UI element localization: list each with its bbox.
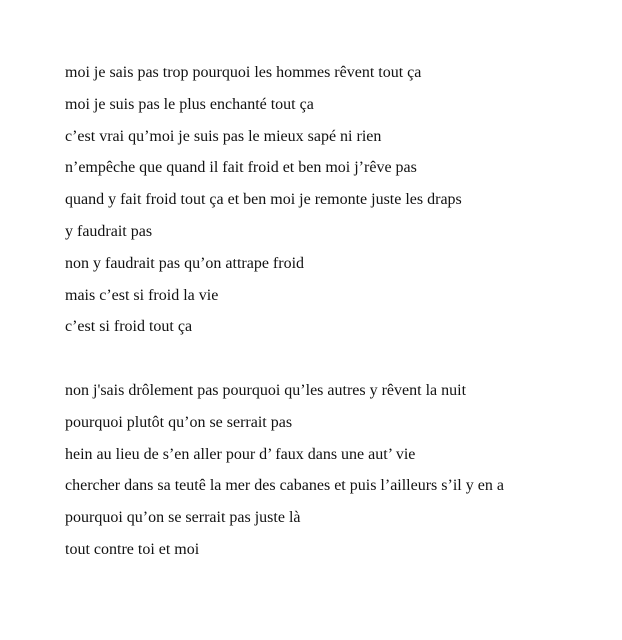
stanza-1 (65, 57, 462, 343)
poem-line: hein au lieu de s’en aller pour d’ faux dans une aut’ vie (65, 445, 416, 463)
poem-line: y faudrait pas (65, 222, 153, 240)
poem-line: tout contre toi et moi (65, 540, 200, 558)
poem-line: mais c’est si froid la vie (65, 286, 219, 304)
poem-line: quand y fait froid tout ça et ben moi je remonte juste les draps (65, 191, 462, 209)
poem-line: c’est si froid tout ça (65, 318, 193, 336)
poem-line: pourquoi plutôt qu’on se serrait pas (65, 413, 293, 431)
poem-line: c’est vrai qu’moi je suis pas le mieux sapé ni rien (65, 127, 382, 145)
poem-line: n’empêche que quand il fait froid et ben moi j’rêve pas (65, 159, 417, 177)
poem-line: moi je suis pas le plus enchanté tout ça (65, 95, 314, 113)
poem-line: chercher dans sa teutê la mer des cabanes et puis l’ailleurs s’il y en a (65, 477, 504, 495)
stanza-2 (65, 375, 504, 566)
poem-line: non j'sais drôlement pas pourquoi qu’les autres y rêvent la nuit (65, 382, 467, 399)
poem-line: moi je sais pas trop pourquoi les hommes rêvent tout ça (65, 64, 422, 81)
poem-line: pourquoi qu’on se serrait pas juste là (65, 509, 301, 527)
poem-line: non y faudrait pas qu’on attrape froid (65, 254, 305, 272)
